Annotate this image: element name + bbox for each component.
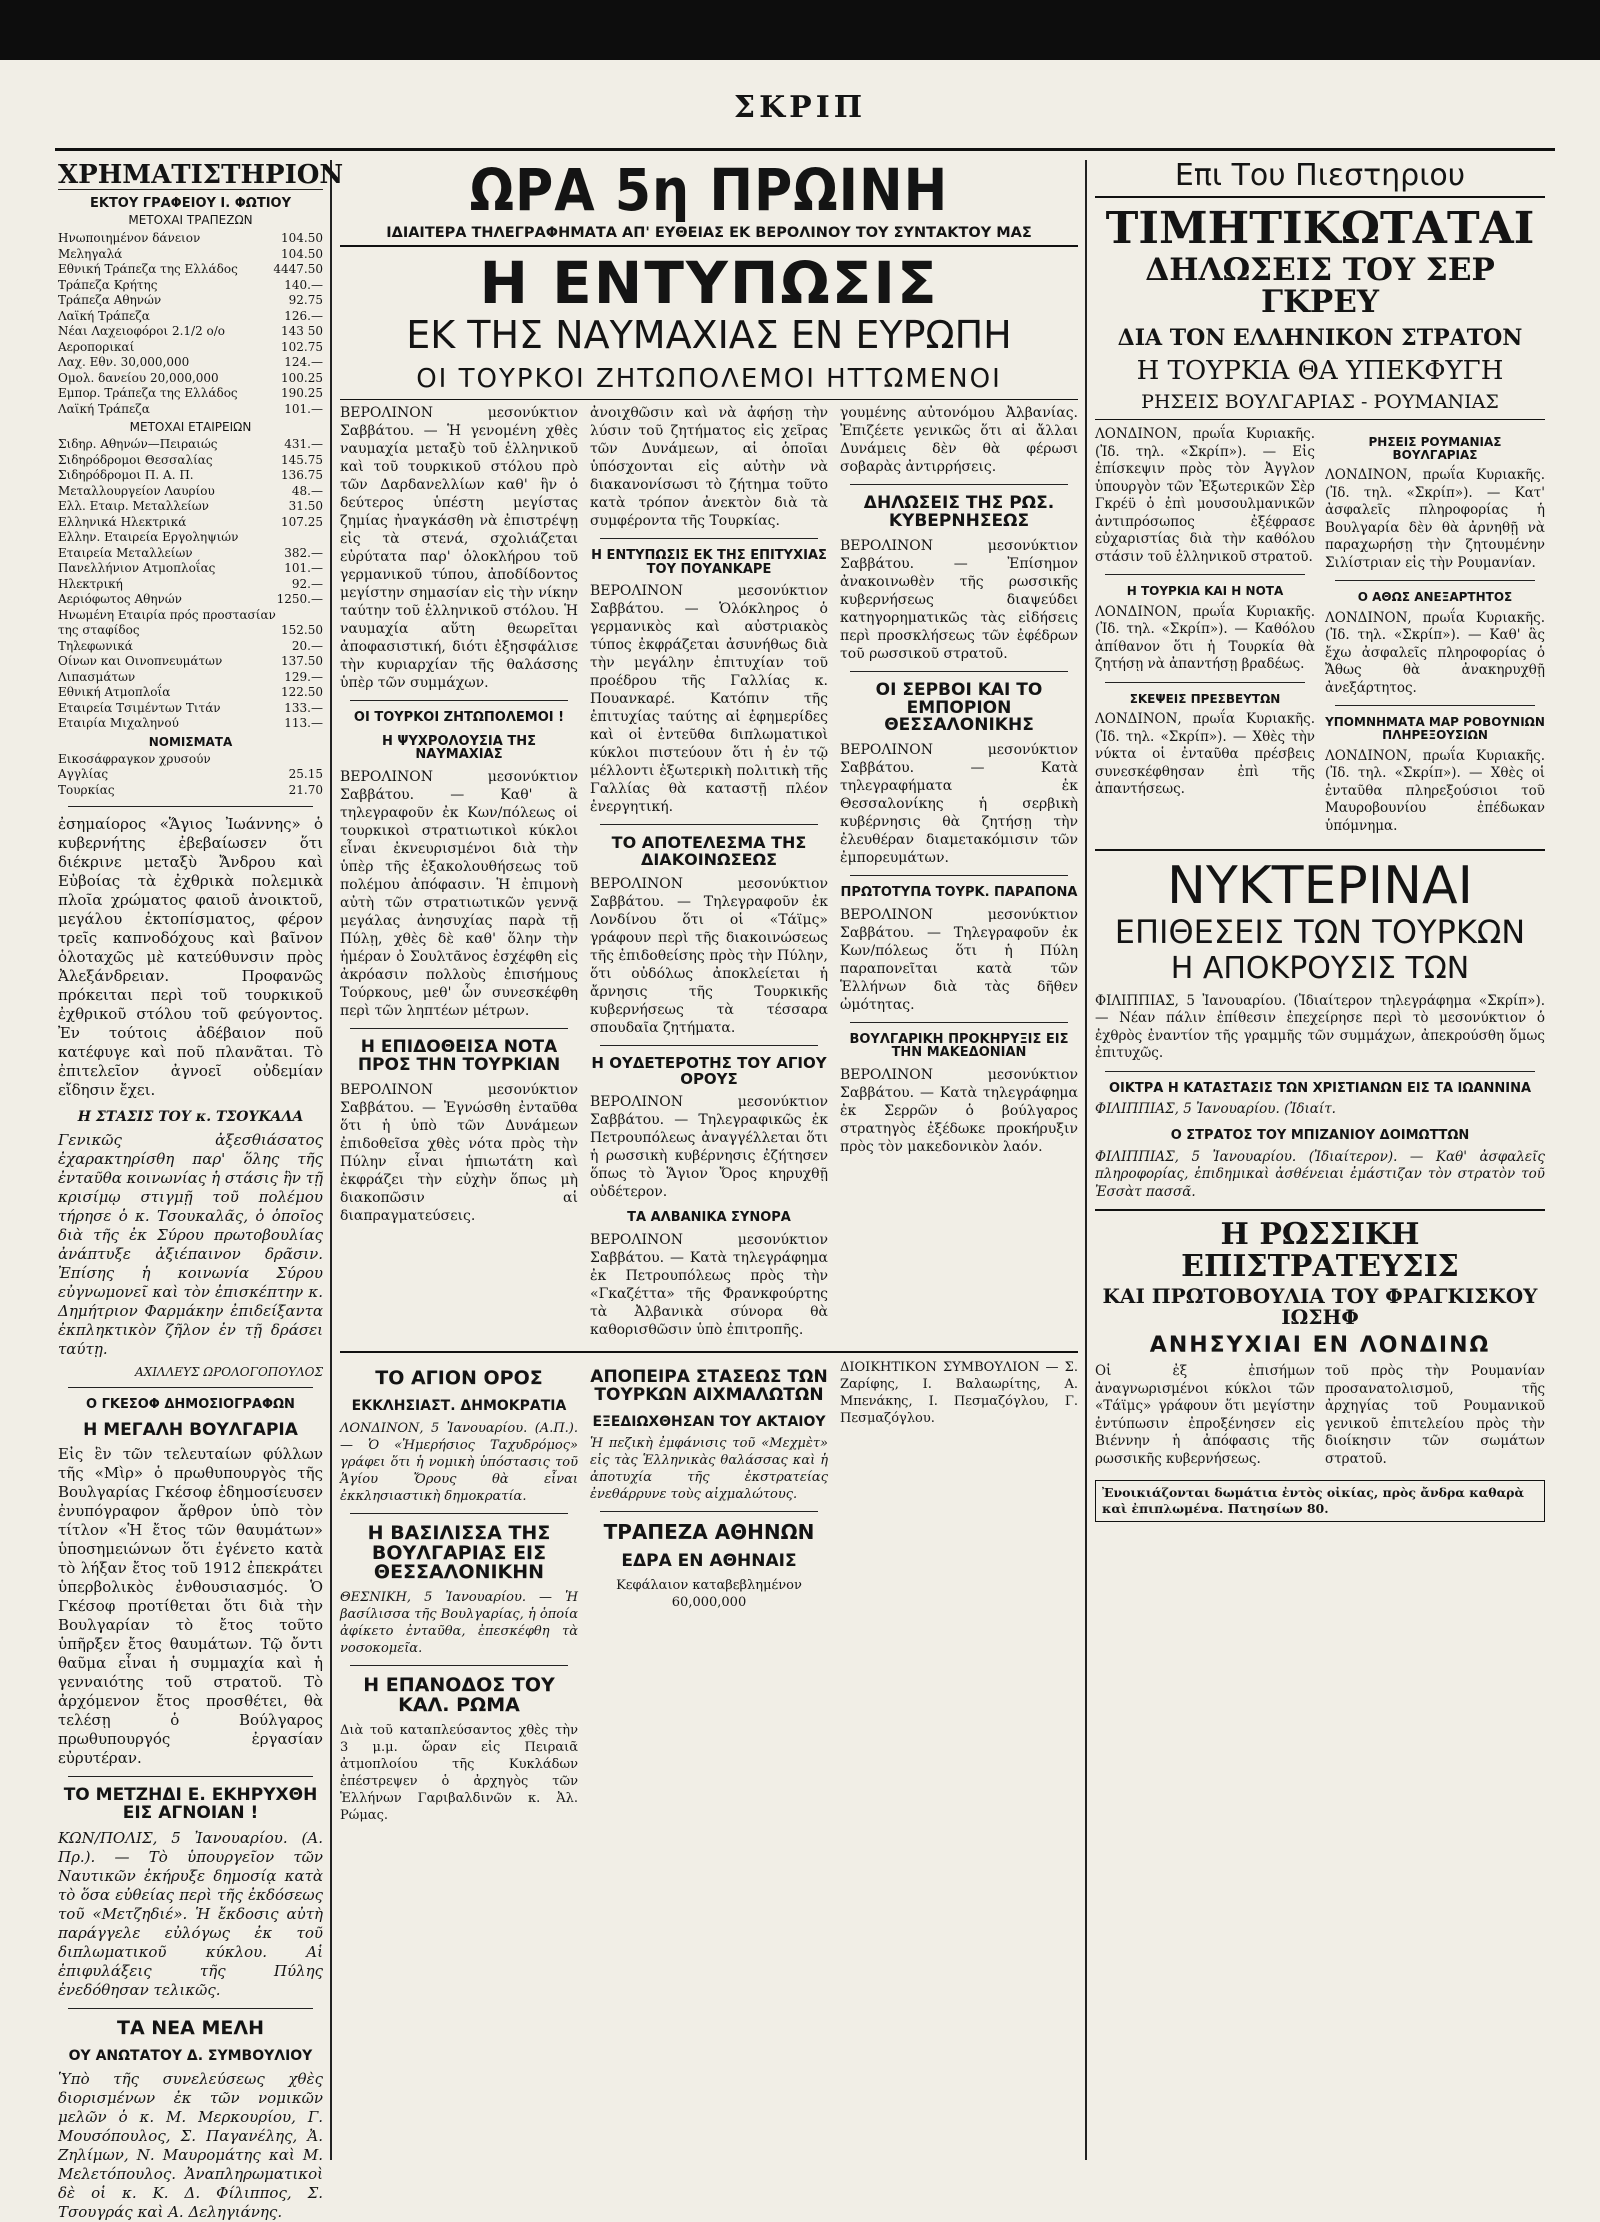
article-heading: Ο ΓΚΕΣΟΦ ΔΗΜΟΣΙΟΓΡΑΦΩΝ	[86, 1396, 295, 1412]
exchange-row-value: 124.—	[284, 355, 323, 370]
exchange-row-name: Ελληνικά Ηλεκτρικά	[58, 514, 187, 529]
article-heading: ΕΔΡΑ ΕΝ ΑΘΗΝΑΙΣ	[621, 1551, 797, 1572]
exchange-row-value: 104.50	[281, 246, 323, 261]
divider	[1105, 574, 1305, 575]
exchange-row	[58, 324, 323, 340]
article-heading: Η ΒΑΣΙΛΙΣΣΑ ΤΗΣ ΒΟΥΛΓΑΡΙΑΣ ΕΙΣ ΘΕΣΣΑΛΟΝΙΚΗΝ	[367, 1521, 551, 1584]
article-text: Οἱ ἐξ ἐπισήμων ἀναγνωρισμένοι κύκλοι τῶν «Τάϊμς» γράφουν ὅτι μεγίστην ἐντύπωσιν ἐπροξένησεν εἰς Βιέννην ἡ ἀπόφασις τῆς ρωσσικῆς κυβερνήσεως.	[1095, 1363, 1315, 1467]
exchange-row-value: 48.—	[291, 483, 323, 498]
divider	[600, 824, 818, 825]
exchange-row-name: Τράπεζα Κρήτης	[58, 277, 158, 292]
exchange-section-banks: ΜΕΤΟΧΑΙ ΤΡΑΠΕΖΩΝ	[128, 213, 253, 228]
article-text: ΒΕΡΟΛΙΝΟΝ μεσονύκτιον Σαββάτου. — Ἐπίσημον ἀνακοινωθὲν τῆς ρωσσικῆς κυβερνήσεως διαψεύδει κατηγορηματικῶς τὰς εἰδήσεις περὶ προσκλήσεως τῶν ἐφέδρων τοῦ ρωσσικοῦ στρατοῦ.	[840, 537, 1078, 662]
article-text: γουμένης αὐτονόμου Ἀλβανίας. Ἐπιζέετε γενικῶς ὅτι αἱ ἄλλαι Δυνάμεις δὲν θὰ φέρωσι σοβαρὰς ἀντιρρήσεις.	[840, 404, 1078, 475]
press-heading: Επι Του Πιεστηριου	[1095, 160, 1545, 198]
exchange-row	[58, 767, 323, 783]
exchange-row	[58, 309, 323, 325]
article-text: ΒΕΡΟΛΙΝΟΝ μεσονύκτιον Σαββάτου. — Τηλεγραφοῦν ἐκ Κων/πόλεως ὅτι ἡ Πύλη παραπονεῖται κατὰ τῶν Ἑλλήνων διὰ τὰς δῆθεν ὠμότητας.	[840, 906, 1078, 1013]
article-heading: ΣΚΕΨΕΙΣ ΠΡΕΣΒΕΥΤΩΝ	[1129, 691, 1281, 706]
exchange-row	[58, 402, 323, 418]
article-text: ΒΕΡΟΛΙΝΟΝ μεσονύκτιον Σαββάτου. — Ὁλόκληρος ὁ γερμανικὸς καὶ αὐστριακὸς τύπος ἐκφράζεται ἀσυνήθως διὰ τὴν μεγάλην ἐπιτυχίαν τοῦ προέδρου τῆς Γαλλίας κ. Πουανκαρέ. Κατόπιν τῆς ἐπιτυχίας ταύτης αἱ ἐφημερίδες καὶ οἱ ἐντεῦθα διπλωματικοὶ κύκλοι πιστεύουν ὅτι ἡ ἐν τῷ μέλλοντι ἐξωτερικὴ πολιτικὴ τῆς Γαλλίας θὰ καταστῇ πλέον ἐνεργητική.	[590, 583, 828, 816]
exchange-section-currency: ΝΟΜΙΣΜΑΤΑ	[148, 734, 233, 749]
divider	[1335, 705, 1535, 706]
divider	[1095, 849, 1545, 851]
exchange-row-name: Ομολ. δανείου 20,000,000	[58, 370, 219, 385]
divider	[350, 1665, 568, 1666]
center-column	[340, 156, 1078, 2165]
exchange-row	[58, 262, 323, 278]
divider	[1095, 419, 1545, 420]
divider	[68, 1776, 313, 1777]
article-heading: Η ΣΤΑΣΙΣ ΤΟΥ κ. ΤΣΟΥΚΑΛΑ	[77, 1109, 304, 1126]
center-lower-subcolumns	[340, 1359, 1078, 1830]
center-subcolumn-3	[840, 404, 1078, 1345]
divider	[350, 1513, 568, 1514]
exchange-row-name: Σιδηρόδρομοι Π. Α. Π.	[58, 468, 194, 483]
exchange-row-name: Μεληγαλά	[58, 246, 123, 261]
right-subcolumn-2	[1325, 426, 1545, 841]
exchange-row-name: Εταιρεία Τσιμέντων Τιτάν	[58, 700, 221, 715]
exchange-row-value: 104.50	[281, 231, 323, 246]
article-heading: ΤΡΑΠΕΖΑ ΑΘΗΝΩΝ	[603, 1520, 815, 1545]
exchange-row	[58, 608, 323, 624]
article-text: Ἡ πεζικὴ ἐμφάνισις τοῦ «Μεχμὲτ» εἰς τὰς Ἑλληνικὰς θαλάσσας καὶ ἡ ἀποτυχία τῆς ἐκστρατείας ἐνεθάρρυνε τοὺς αἰχμαλώτους.	[590, 1436, 828, 1503]
exchange-row-value: 102.75	[281, 339, 323, 354]
exchange-row-value: 137.50	[281, 654, 323, 669]
exchange-row-value: 107.25	[281, 514, 323, 529]
exchange-row-name: Τηλεφωνικά	[58, 638, 133, 653]
exchange-row-name: Μεταλλουργείον Λαυρίου	[58, 483, 215, 498]
exchange-row-value	[276, 608, 323, 624]
article-heading: ΥΠΟΜΝΗΜΑΤΑ ΜΑΡ ΡΟΒΟΥΝΙΩΝ ΠΛΗΡΕΞΟΥΣΙΩΝ	[1325, 715, 1545, 742]
divider	[850, 484, 1068, 485]
exchange-row-name: Νέαι Λαχειοφόροι 2.1/2 ο/ο	[58, 324, 226, 339]
article-heading: Ο ΑΘΩΣ ΑΝΕΞΑΡΤΗΤΟΣ	[1357, 590, 1513, 605]
exchange-row-name: Αεριόφωτος Αθηνών	[58, 592, 182, 607]
exchange-row-name: της σταφίδος	[58, 623, 140, 638]
divider	[350, 700, 568, 701]
night-attack-headline: ΝΥΚΤΕΡΙΝΑΙ	[1167, 856, 1473, 917]
exchange-row	[58, 468, 323, 484]
main-subheadline: ΕΚ ΤΗΣ ΝΑΥΜΑΧΙΑΣ ΕΝ ΕΥΡΩΠΗ	[406, 312, 1012, 357]
exchange-row	[58, 701, 323, 717]
exchange-row	[58, 623, 323, 639]
exchange-banks-table	[58, 231, 323, 417]
lead-subheadline: ΔΗΛΩΣΕΙΣ ΤΟΥ ΣΕΡ ΓΚΡΕΥ	[1145, 251, 1495, 321]
divider	[340, 245, 1078, 247]
exchange-row-name: Σιδηρ. Αθηνών—Πειραιώς	[58, 437, 218, 452]
exchange-row	[58, 340, 323, 356]
exchange-row-name: Λαχ. Εθν. 30,000,000	[58, 355, 190, 370]
exchange-row	[58, 453, 323, 469]
divider	[350, 1028, 568, 1029]
exchange-row-value: 100.25	[281, 370, 323, 385]
left-column	[58, 160, 344, 2221]
exchange-row	[58, 592, 323, 608]
mobilization-kicker: ΑΝΗΣΥΧΙΑΙ ΕΝ ΛΟΝΔΙΝΩ	[1149, 1333, 1491, 1359]
divider	[850, 1022, 1068, 1023]
center-subcolumn-2	[590, 404, 828, 1345]
article-text: Διὰ τοῦ καταπλεύσαντος χθὲς τὴν 3 μ.μ. ὥραν εἰς Πειραιᾶ ἀτμοπλοίου τῆς Κυκλάδων ἐπέστρεψεν ὁ ἀρχηγὸς τῶν Ἑλλήνων Γαριβαλδινῶν κ. Ἀλ. Ρώμας.	[340, 1723, 578, 1824]
center-lower-subcolumn-1	[340, 1359, 578, 1830]
top-black-band	[0, 0, 1600, 60]
exchange-row	[58, 386, 323, 402]
divider	[1105, 1071, 1535, 1072]
exchange-row	[58, 499, 323, 515]
divider	[1105, 682, 1305, 683]
column-rule	[330, 160, 332, 2160]
right-subcolumn-1	[1095, 426, 1315, 841]
exchange-row-name: Εταιρία Μιχαληνού	[58, 716, 179, 731]
article-text: ΛΟΝΔΙΝΟΝ, πρωΐα Κυριακῆς. (Ἰδ. τηλ. «Σκρίπ»). — Κατ' ἀσφαλεῖς πληροφορίας ἡ Βουλγαρία δὲν θὰ ἀρνηθῇ νὰ παραχωρήσῃ τὴν ζητουμένην Σιλίστριαν εἰς τὴν Ρουμανίαν.	[1325, 467, 1545, 571]
divider	[850, 875, 1068, 876]
article-text: ΦΙΛΙΠΠΙΑΣ, 5 Ἰανουαρίου. (Ἰδιαίτερον). — Καθ' ἀσφαλεῖς πληροφορίας, ἐπιδημικαὶ ἀσθένειαι ἐμάστιζαν τὸν στρατὸν τοῦ Ἐσσὰτ πασσᾶ.	[1095, 1148, 1545, 1200]
article-heading: Η ΨΥΧΡΟΛΟΥΣΙΑ ΤΗΣ ΝΑΥΜΑΧΙΑΣ	[382, 733, 536, 763]
article-text: ἐσημαίορος «Ἅγιος Ἰωάννης» ὁ κυβερνήτης ἐβεβαίωσεν ὅτι διέκρινε μεταξὺ Ἄνδρου καὶ Εὐβοίας τὰ ἐχθρικὰ πολεμικὰ πλοῖα χρώματος φαιοῦ ἀνοικτοῦ, μεγάλου ἐκτοπίσματος, φέρον τρεῖς καπνοδόχους καὶ βαῖνον ὁλοταχῶς μὲ κατεύθυνσιν πρὸς Ἀλεξάνδρειαν. Προφανῶς πρόκειται περὶ τοῦ τουρκικοῦ ἐχθρικοῦ στόλου τοῦ φεύγοντος. Ἐν τούτοις ἀδέβαιον ποῦ κατέφυγε καὶ ποῦ πλανᾶται. Τὸ ἐπιτελεῖον ἀγνοεῖ οὐδεμίαν εἴδησιν ἔχει.	[58, 815, 323, 1100]
exchange-row-value: 129.—	[284, 669, 323, 684]
divider	[68, 806, 313, 807]
article-heading: ΒΟΥΛΓΑΡΙΚΗ ΠΡΟΚΗΡΥΞΙΣ ΕΙΣ ΤΗΝ ΜΑΚΕΔΟΝΙΑΝ	[849, 1031, 1069, 1061]
article-heading: ΕΞΕΔΙΩΧΘΗΣΑΝ ΤΟΥ ΑΚΤΑΙΟΥ	[592, 1413, 826, 1430]
exchange-row-value: 122.50	[281, 685, 323, 700]
exchange-row-value: 136.75	[281, 468, 323, 483]
main-headline: Η ΕΝΤΥΠΩΣΙΣ	[479, 248, 939, 317]
exchange-row	[58, 530, 323, 546]
article-text: Εἰς ἓν τῶν τελευταίων φύλλων τῆς «Μὶρ» ὁ πρωθυπουργὸς τῆς Βουλγαρίας Γκέσοφ ἐδημοσίευσεν ἐνυπόγραφον ἄρθρον ὑπὸ τὸν τίτλον «Ἡ ἔτος τῶν θαυμάτων» ὑποσημειώνων ὅτι ἐγένετο κατὰ τὸ λήξαν ἔτος τοῦ 1912 ἐπεκράτει ὑπερβολικὸς ἐνθουσιασμός. Ὁ Γκέσοφ προτίθεται ὅτι διὰ τὴν Βουλγαρίαν τὸ ἔτος τοῦτο ὑπῆρξεν ἔτος θαυμάτων. Τῷ ὄντι θαῦμα εἶναι ἡ συμμαχία καὶ ἡ γενναιότης τοῦ στρατοῦ. Τὸ ἀρχόμενον ἔτος προσθέτει, θὰ τελέσῃ ὁ Βούλγαρος πρωθυπουργός ἐργασίαν εὐρυτέραν.	[58, 1445, 323, 1768]
article-heading: ΟΙΚΤΡΑ Η ΚΑΤΑΣΤΑΣΙΣ ΤΩΝ ΧΡΙΣΤΙΑΝΩΝ ΕΙΣ ΤΑ ΙΩΑΝΝΙΝΑ	[1108, 1080, 1532, 1096]
article-text: ΛΟΝΔΙΝΟΝ, πρωΐα Κυριακῆς. (Ἰδ. τηλ. «Σκρίπ»). — Εἰς ἐπίσκεψιν πρὸς τὸν Ἀγγλον ὑπουργὸν τῶν Ἐξωτερικῶν Σὲρ Γκρέϋ ὁ ἐπὶ μουσουλμανικῶν ἀντιπρόσωπος ἐξέφρασε εὐχαριστίας διὰ τὴν καθόλου στάσιν τοῦ ἑλληνικοῦ στρατοῦ.	[1095, 426, 1315, 565]
exchange-row-value	[271, 530, 323, 546]
divider	[600, 1511, 818, 1512]
exchange-section-companies: ΜΕΤΟΧΑΙ ΕΤΑΙΡΕΙΩΝ	[129, 420, 252, 435]
exchange-row	[58, 685, 323, 701]
divider	[68, 2008, 313, 2009]
exchange-companies-table	[58, 437, 323, 732]
article-text: ΒΕΡΟΛΙΝΟΝ μεσονύκτιον Σαββάτου. — Καθ' ἃ τηλεγραφοῦν ἐκ Κων/πόλεως οἱ τουρκικοὶ στρατιωτικοὶ κύκλοι εἶναι ἐκνευρισμένοι διὰ τὴν ὑπὲρ τῆς ἐξακολουθήσεως τοῦ πολέμου ἀπόφασιν. Ἡ ἐπιμονὴ αὐτὴ τῶν στρατιωτικῶν γεννᾷ μεγάλας ἀνησυχίας παρὰ τῇ Πύλῃ, χθὲς δὲ καθ' ὅλην τὴν ἡμέραν ὁ Σουλτᾶνος ἐσχέφθη εἰς ἀκρόασιν πολλοὺς ἐπισήμους Τούρκους, μεθ' ὧν συνεσκέφθη περὶ τῶν ληπτέων μέτρων.	[340, 768, 578, 1019]
article-text: τοῦ πρὸς τὴν Ρουμανίαν προσανατολισμοῦ, τῆς ἀρχηγίας τοῦ Ρουμανικοῦ γενικοῦ ἐπιτελείου πρὸς τὴν διοίκησιν τῶν σωμάτων στρατοῦ.	[1325, 1363, 1545, 1467]
article-heading: ΤΑ ΑΛΒΑΝΙΚΑ ΣΥΝΟΡΑ	[627, 1210, 791, 1226]
article-heading: ΕΚΚΛΗΣΙΑΣΤ. ΔΗΜΟΚΡΑΤΙΑ	[351, 1397, 567, 1414]
exchange-row-name: Εικοσάφραγκον χρυσούν	[58, 751, 211, 766]
lead-kicker: ΔΙΑ ΤΟΝ ΕΛΛΗΝΙΚΟΝ ΣΤΡΑΤΟΝ	[1117, 324, 1523, 351]
article-heading: Η ΕΝΤΥΠΩΣΙΣ ΕΚ ΤΗΣ ΕΠΙΤΥΧΙΑΣ ΤΟΥ ΠΟΥΑΝΚΑΡΕ	[591, 547, 827, 577]
article-text: ΚΩΝ/ΠΟΛΙΣ, 5 Ἰανουαρίου. (Α. Πρ.). — Τὸ ὑπουργεῖον τῶν Ναυτικῶν ἐκήρυξε δημοσίᾳ κατὰ τὸ ὅσα εὐθείας περὶ τῆς ἐκδόσεως τοῦ «Μετζηδιέ». Ἡ ἔκδοσις αὐτὴ παράγγελε εὐλόγως ἐκ τοῦ διπλωματικοῦ κύκλου. Αἱ ἐπιφυλάξεις τῆς Πύλης ἐνεδόθησαν τελικῶς.	[58, 1829, 323, 2000]
divider	[600, 1045, 818, 1046]
article-heading: ΟΥ ΑΝΩΤΑΤΟΥ Δ. ΣΥΜΒΟΥΛΙΟΥ	[68, 2048, 313, 2065]
article-text: ΦΙΛΙΠΠΙΑΣ, 5 Ἰανουαρίου. (Ἰδιαίτ.	[1095, 1101, 1336, 1118]
article-text: ΒΕΡΟΛΙΝΟΝ μεσονύκτιον Σαββάτου. — Ἐγνώσθη ἐνταῦθα ὅτι ἡ ὑπὸ τῶν Δυνάμεων ἐπιδοθεῖσα χθὲς νότα πρὸς τὴν Πύλην εἶναι ἡπιωτάτη καὶ ἐκφράζει τὴν εὐχὴν ὅπως μὴ διακοπῶσιν αἱ διαπραγματεύσεις.	[340, 1081, 578, 1224]
exchange-row-name: Πανελλήνιον Ατμοπλοΐας	[58, 561, 216, 576]
divider	[850, 671, 1068, 672]
right-column	[1095, 160, 1545, 2165]
divider	[340, 1351, 1078, 1353]
exchange-row-value: 21.70	[288, 782, 323, 797]
exchange-row-name: Τράπεζα Αθηνών	[58, 293, 162, 308]
exchange-row-name: Τουρκίας	[58, 782, 115, 797]
article-text: ΦΙΛΙΠΠΙΑΣ, 5 Ἰανουαρίου. (Ἰδιαίτερον τηλεγράφημα «Σκρίπ»). — Νέαν πάλιν ἐπίθεσιν ἐπεχείρησε περὶ τὸ μεσονύκτιον ὁ ἐχθρὸς ἐναντίον τῆς γραμμῆς τῶν συμμάχων, ἀπεκρούσθη ὅμως ἐπιτυχῶς.	[1095, 992, 1545, 1062]
article-heading: ΤΑ ΝΕΑ ΜΕΛΗ	[117, 2017, 264, 2040]
exchange-row-value: 152.50	[281, 623, 323, 638]
article-heading: Η ΟΥΔΕΤΕΡΟΤΗΣ ΤΟΥ ΑΓΙΟΥ ΟΡΟΥΣ	[591, 1053, 827, 1088]
exchange-row-name: Εθνική Ατμοπλοΐα	[58, 685, 171, 700]
exchange-row-value: 92.75	[288, 293, 323, 308]
exchange-row	[58, 546, 323, 562]
article-heading: Η ΕΠΙΔΟΘΕΙΣΑ ΝΟΤΑ ΠΡΟΣ ΤΗΝ ΤΟΥΡΚΙΑΝ	[357, 1036, 561, 1075]
exchange-row-name: Ελλην. Εταιρεία Εργοληψιών	[58, 530, 239, 545]
article-heading: ΔΗΛΩΣΕΙΣ ΤΗΣ ΡΩΣ. ΚΥΒΕΡΝΗΣΕΩΣ	[863, 492, 1055, 531]
article-heading: ΟΙ ΤΟΥΡΚΟΙ ΖΗΤΩΠΟΛΕΜΟΙ !	[353, 709, 565, 725]
article-text: ΒΕΡΟΛΙΝΟΝ μεσονύκτιον Σαββάτου. — Τηλεγραφικῶς ἐκ Πετρουπόλεως ἀναγγέλλεται ὅτι ἡ ρωσσικὴ κυβέρνησις ἐζήτησεν ὅπως τὸ Ἅγιον Ὄρος κηρυχθῇ οὐδέτερον.	[590, 1094, 828, 1201]
exchange-row-value: 25.15	[288, 767, 323, 782]
exchange-row-value: 140.—	[284, 277, 323, 292]
exchange-subtitle: ΕΚΤΟΥ ΓΡΑΦΕΙΟΥ Ι. ΦΩΤΙΟΥ	[89, 196, 292, 212]
exchange-row-name: Αγγλίας	[58, 767, 109, 782]
exchange-row	[58, 577, 323, 593]
exchange-row-value: 190.25	[281, 386, 323, 401]
article-text: ΒΕΡΟΛΙΝΟΝ μεσονύκτιον Σαββάτου. — Κατὰ τηλεγραφήματα ἐκ Θεσσαλονίκης ἡ σερβικὴ κυβέρνησις θὰ ζητήσῃ τὴν ἐλευθέραν διαμετακόμισιν τῶν ἐμπορευμάτων.	[840, 742, 1078, 867]
exchange-row	[58, 654, 323, 670]
exchange-row-value: 1250.—	[276, 592, 323, 607]
classified-ad: Ἐνοικιάζονται δωμάτια ἐντὸς οἰκίας, πρὸς ἄνδρα καθαρὰ καὶ ἐπιπλωμένα. Πατησίων 80.	[1095, 1480, 1545, 1522]
right-bottom-subcolumns	[1095, 1363, 1545, 1474]
divider	[1335, 580, 1535, 581]
exchange-row-value: 382.—	[284, 545, 323, 560]
exchange-row-name: Ηνωποιημένον δάνειον	[58, 231, 201, 246]
article-heading: Η ΤΟΥΡΚΙΑ ΚΑΙ Η ΝΟΤΑ	[1126, 584, 1284, 599]
article-text: ΘΕΣΝΙΚΗ, 5 Ἰανουαρίου. — Ἡ βασίλισσα τῆς Βουλγαρίας, ἡ ὁποία ἀφίκετο ἐνταῦθα, ἐπεσκέφθη τὰ νοσοκομεῖα.	[340, 1590, 578, 1657]
exchange-row-value: 31.50	[288, 499, 323, 514]
article-text: ΛΟΝΔΙΝΟΝ, πρωΐα Κυριακῆς. (Ἰδ. τηλ. «Σκρίπ»). — Καθόλου ἀπίθανον ὅτι ἡ Τουρκία θὰ ζητήσῃ νὰ ἀπαντήσῃ βραδέως.	[1095, 603, 1315, 673]
exchange-row-name: Ηνωμένη Εταιρία πρός προστασίαν	[58, 607, 276, 622]
article-text: Ὑπὸ τῆς συνελεύσεως χθὲς διορισμένων ἐκ τῶν νομικῶν μελῶν ὁ κ. Μ. Μερκουρίου, Γ. Μουσόπουλος, Σ. Παγανέλης, Ἀ. Ζηλίμων, Ν. Μαυρομάτης καὶ Μ. Μελετόπουλος. Ἀναπληρωματικοὶ δὲ οἱ κ. Κ. Δ. Φίλιππος, Σ. Τσουγράς καὶ Α. Δεληγιάνης.	[58, 2069, 323, 2221]
exchange-row-value: 4447.50	[273, 262, 323, 277]
exchange-row	[58, 371, 323, 387]
exchange-row-name: Λαϊκή Τράπεζα	[58, 308, 150, 323]
article-text: ΛΟΝΔΙΝΟΝ, πρωΐα Κυριακῆς. (Ἰδ. τηλ. «Σκρίπ»). — Χθὲς οἱ ἐνταῦθα πληρεξούσιοι τοῦ Μαυροβουνίου ἐπέδωκαν ὑπόμνημα.	[1325, 747, 1545, 834]
exchange-row	[58, 561, 323, 577]
article-heading: Η ΜΕΓΑΛΗ ΒΟΥΛΓΑΡΙΑ	[83, 1419, 298, 1440]
article-signature: ΑΧΙΛΛΕΥΣ ΩΡΟΛΟΓΟΠΟΥΛΟΣ	[134, 1364, 323, 1379]
exchange-row-name: Λαϊκή Τράπεζα	[58, 401, 150, 416]
center-subcolumn-1	[340, 404, 578, 1345]
article-text: ΔΙΟΙΚΗΤΙΚΟΝ ΣΥΜΒΟΥΛΙΟΝ — Σ. Ζαρίφης, Ι. Βαλαωρίτης, Α. Μπενάκης, Ι. Πεσμαζόγλου, Γ. Πεσμαζόγλου.	[840, 1359, 1078, 1426]
article-heading: ΤΟ ΜΕΤΖΗΔΙ Ε. ΕΚΗΡΥΧΘΗ ΕΙΣ ΑΓΝΟΙΑΝ !	[63, 1785, 318, 1824]
divider	[340, 399, 1078, 400]
article-heading: ΤΟ ΑΠΟΤΕΛΕΣΜΑ ΤΗΣ ΔΙΑΚΟΙΝΩΣΕΩΣ	[611, 833, 807, 870]
exchange-row-name: Εμπορ. Τράπεζα της Ελλάδος	[58, 386, 238, 401]
exchange-row	[58, 437, 323, 453]
exchange-row-value: 92.—	[291, 576, 323, 591]
article-text: ΒΕΡΟΛΙΝΟΝ μεσονύκτιον Σαββάτου. — Ἡ γενομένη χθὲς ναυμαχία μεταξὺ τοῦ ἑλληνικοῦ καὶ τοῦ τουρκικοῦ στόλου πρὸ τῶν Δαρδανελλίων καθ' ἣν ὁ δεύτερος ὑπέστη μεγίστας ζημίας ἠναγκάσθη νὰ ἐπιστρέψῃ εἰς τὰ στενά, σχολιάζεται εὐρύτατα παρ' ὁλοκλήρου τοῦ γερμανικοῦ τύπου, ἀποδίδοντος μεγίστην σημασίαν εἰς τὴν νίκην ταύτην τοῦ ἑλληνικοῦ στόλου. Ἡ ναυμαχία αὕτη θεωρεῖται ἀποφασιστική, διότι ἐξησφάλισε τὴν κυριαρχίαν τῆς θαλάσσης ὑπὲρ τῶν συμμάχων.	[340, 404, 578, 691]
exchange-row-value: 20.—	[291, 638, 323, 653]
article-text: ΒΕΡΟΛΙΝΟΝ μεσονύκτιον Σαββάτου. — Κατὰ τηλεγράφημα ἐκ Σερρῶν ὁ βούλγαρος στρατηγὸς ἐξέδωκε προκήρυξιν πρὸς τὸν μακεδονικὸν λαόν.	[840, 1067, 1078, 1156]
exchange-row-value: 113.—	[284, 716, 323, 731]
masthead-rule	[55, 148, 1555, 151]
article-heading: Η ΕΠΑΝΟΔΟΣ ΤΟΥ ΚΑΛ. ΡΩΜΑ	[363, 1674, 555, 1717]
article-text: ΛΟΝΔΙΝΟΝ, πρωΐα Κυριακῆς. (Ἰδ. τηλ. «Σκρίπ»). — Καθ' ἃς ἔχω ἀσφαλεῖς πληροφορίας ὁ Ἄθως θὰ ἀνακηρυχθῇ ἀνεξάρτητος.	[1325, 609, 1545, 696]
article-heading: ΡΗΣΕΙΣ ΡΟΥΜΑΝΙΑΣ ΒΟΥΛΓΑΡΙΑΣ	[1368, 435, 1502, 462]
exchange-row	[58, 484, 323, 500]
exchange-row-name: Οίνων και Οινοπνευμάτων	[58, 654, 223, 669]
article-text: ΛΟΝΔΙΝΟΝ, πρωΐα Κυριακῆς. (Ἰδ. τηλ. «Σκρίπ»). — Χθὲς τὴν νύκτα οἱ ἐνταῦθα πρέσβεις συνεσκέφθησαν ἐπὶ τῆς ἀπαντήσεως.	[1095, 711, 1315, 798]
exchange-row	[58, 231, 323, 247]
exchange-row-value: 145.75	[281, 452, 323, 467]
exchange-title: ΧΡΗΜΑΤΙΣΤΗΡΙΟΝ	[58, 160, 344, 190]
divider	[68, 1387, 313, 1388]
exchange-row-name: Ελλ. Εταιρ. Μεταλλείων	[58, 499, 209, 514]
article-heading: ΑΠΟΠΕΙΡΑ ΣΤΑΣΕΩΣ ΤΩΝ ΤΟΥΡΚΩΝ ΑΙΧΜΑΛΩΤΩΝ	[590, 1366, 828, 1405]
right-subcolumns	[1095, 426, 1545, 841]
lead-kicker-3: ΡΗΣΕΙΣ ΒΟΥΛΓΑΡΙΑΣ - ΡΟΥΜΑΝΙΑΣ	[1141, 391, 1499, 414]
exchange-row-name: Σιδηρόδρομοι Θεσσαλίας	[58, 452, 213, 467]
mobilization-headline: Η ΡΩΣΣΙΚΗ ΕΠΙΣΤΡΑΤΕΥΣΙΣ	[1181, 1217, 1459, 1284]
exchange-row-name: Λιπασμάτων	[58, 669, 136, 684]
exchange-row	[58, 247, 323, 263]
article-heading: ΟΙ ΣΕΡΒΟΙ ΚΑΙ ΤΟ ΕΜΠΟΡΙΟΝ ΘΕΣΣΑΛΟΝΙΚΗΣ	[875, 679, 1043, 736]
banner-headline: ΩΡΑ 5η ΠΡΩΙΝΗ	[469, 156, 949, 224]
divider	[600, 538, 818, 539]
banner-subtitle: ΙΔΙΑΙΤΕΡΑ ΤΗΛΕΓΡΑΦΗΜΑΤΑ ΑΠ' ΕΥΘΕΙΑΣ ΕΚ ΒΕΡΟΛΙΝΟΥ ΤΟΥ ΣΥΝΤΑΚΤΟΥ ΜΑΣ	[386, 224, 1032, 241]
article-text: Γενικῶς ἀξεσθιάσατος ἐχαρακτηρίσθη παρ' ὅλης τῆς ἐνταῦθα κοινωνίας ἡ στάσις ἣν τῇ κρισίμῳ στιγμῇ τοῦ πολέμου τήρησε ὁ κ. Τσουκαλᾶς, ὁ ὁποῖος διὰ τῆς ἐκ Σύρου πρωτοβουλίας ἀνάπτυξε ἀξιέπαινον δρᾶσιν. Ἐπίσης ἡ κοινωνία Σύρου εὐγνωμονεῖ καὶ τὸν ἐπισκέπτην κ. Δημήτριον Φαρμάκην ἐπιδείξαντα ἐκπληκτικὸν ζῆλον ἐν τῇ δράσει ταύτῃ.	[58, 1130, 323, 1358]
article-text: Κεφάλαιον καταβεβλημένον 60,000,000	[616, 1578, 802, 1611]
center-lower-subcolumn-3	[840, 1359, 1078, 1830]
exchange-row	[58, 278, 323, 294]
exchange-row	[58, 639, 323, 655]
article-text: ΛΟΝΔΙΝΟΝ, 5 Ἰανουαρίου. (Α.Π.). — Ὁ «Ἡμερήσιος Ταχυδρόμος» γράφει ὅτι ἡ νομικὴ ὑπόστασις τοῦ Ἁγίου Ὄρους θὰ εἶναι ἐκκλησιαστικὴ δημοκρατία.	[340, 1420, 578, 1504]
exchange-row	[58, 752, 323, 768]
exchange-row-value: 101.—	[284, 401, 323, 416]
lead-kicker-2: Η ΤΟΥΡΚΙΑ ΘΑ ΥΠΕΚΦΥΓΗ	[1136, 355, 1504, 386]
exchange-row-name: Ηλεκτρική	[58, 576, 123, 591]
exchange-row-name: Αεροπορικαί	[58, 339, 135, 354]
exchange-row-value: 143 50	[281, 324, 323, 339]
exchange-row-value: 126.—	[284, 308, 323, 323]
night-attack-subheadline: ΕΠΙΘΕΣΕΙΣ ΤΩΝ ΤΟΥΡΚΩΝ	[1114, 912, 1526, 951]
night-attack-kicker: Η ΑΠΟΚΡΟΥΣΙΣ ΤΩΝ	[1170, 951, 1470, 987]
article-heading: ΠΡΩΤΟΤΥΠΑ ΤΟΥΡΚ. ΠΑΡΑΠΟΝΑ	[840, 885, 1078, 901]
exchange-row-value	[271, 752, 323, 768]
exchange-row	[58, 293, 323, 309]
masthead-title: ΣΚΡΙΠ	[733, 90, 867, 125]
article-heading: Ο ΣΤΡΑΤΟΣ ΤΟΥ ΜΠΙΖΑΝΙΟΥ ΔΟΙΜΩΤΤΩΝ	[1170, 1127, 1470, 1143]
lead-headline: ΤΙΜΗΤΙΚΩΤΑΤΑΙ	[1105, 202, 1535, 254]
article-heading: ΤΟ ΑΓΙΟΝ ΟΡΟΣ	[375, 1366, 543, 1389]
exchange-row-value: 133.—	[284, 700, 323, 715]
divider	[1095, 1209, 1545, 1211]
article-text: ΒΕΡΟΛΙΝΟΝ μεσονύκτιον Σαββάτου. — Κατὰ τηλεγράφημα ἐκ Πετρουπόλεως πρὸς τὴν «Γκαζέττα» τῆς Φρανκφούρτης τὰ Ἀλβανικὰ σύνορα θὰ καθορισθῶσιν ὑπὸ ἐπιτροπῆς.	[590, 1231, 828, 1338]
exchange-row	[58, 670, 323, 686]
main-kicker: ΟΙ ΤΟΥΡΚΟΙ ΖΗΤΩΠΟΛΕΜΟΙ ΗΤΤΩΜΕΝΟΙ	[416, 363, 1002, 394]
exchange-currency-table	[58, 752, 323, 799]
exchange-row	[58, 355, 323, 371]
article-text: ΒΕΡΟΛΙΝΟΝ μεσονύκτιον Σαββάτου. — Τηλεγραφοῦν ἐκ Λονδίνου ὅτι οἱ «Τάϊμς» γράφουν περὶ τῆς διακοινώσεως τῆς ἐπιδοθείσης πρὸς τὴν Πύλην, ὅτι οὐδόλως ἀποκλείεται ἡ ἄρνησις τῆς Τουρκικῆς κυβερνήσεως τὰ τέσσαρα σπουδαῖα ζητήματα.	[590, 875, 828, 1036]
exchange-row-value: 101.—	[284, 561, 323, 576]
exchange-row-value: 431.—	[284, 437, 323, 452]
center-lower-subcolumn-2	[590, 1359, 828, 1830]
center-subcolumns	[340, 404, 1078, 1345]
exchange-row	[58, 783, 323, 799]
mobilization-subheadline: ΚΑΙ ΠΡΩΤΟΒΟΥΛΙΑ ΤΟΥ ΦΡΑΓΚΙΣΚΟΥ ΙΩΣΗΦ	[1102, 1284, 1538, 1330]
exchange-row-name: Εταιρεία Μεταλλείων	[58, 545, 193, 560]
exchange-row-name: Εθνική Τράπεζα της Ελλάδος	[58, 262, 238, 277]
article-text: ἀνοιχθῶσιν καὶ νὰ ἀφήσῃ τὴν λύσιν τοῦ ζητήματος εἰς χεῖρας τῶν Δυνάμεων, αἱ ὁποῖαι ὑπόσχονται εἰς αὐτὴν νὰ διακανονίσωσι τὸ ζήτημα τοῦτο κατὰ τρόπον ἀνεκτὸν διὰ τὰ συμφέροντα τῆς Τουρκίας.	[590, 404, 828, 529]
exchange-row	[58, 716, 323, 732]
exchange-row	[58, 515, 323, 531]
column-rule	[1085, 160, 1087, 2160]
